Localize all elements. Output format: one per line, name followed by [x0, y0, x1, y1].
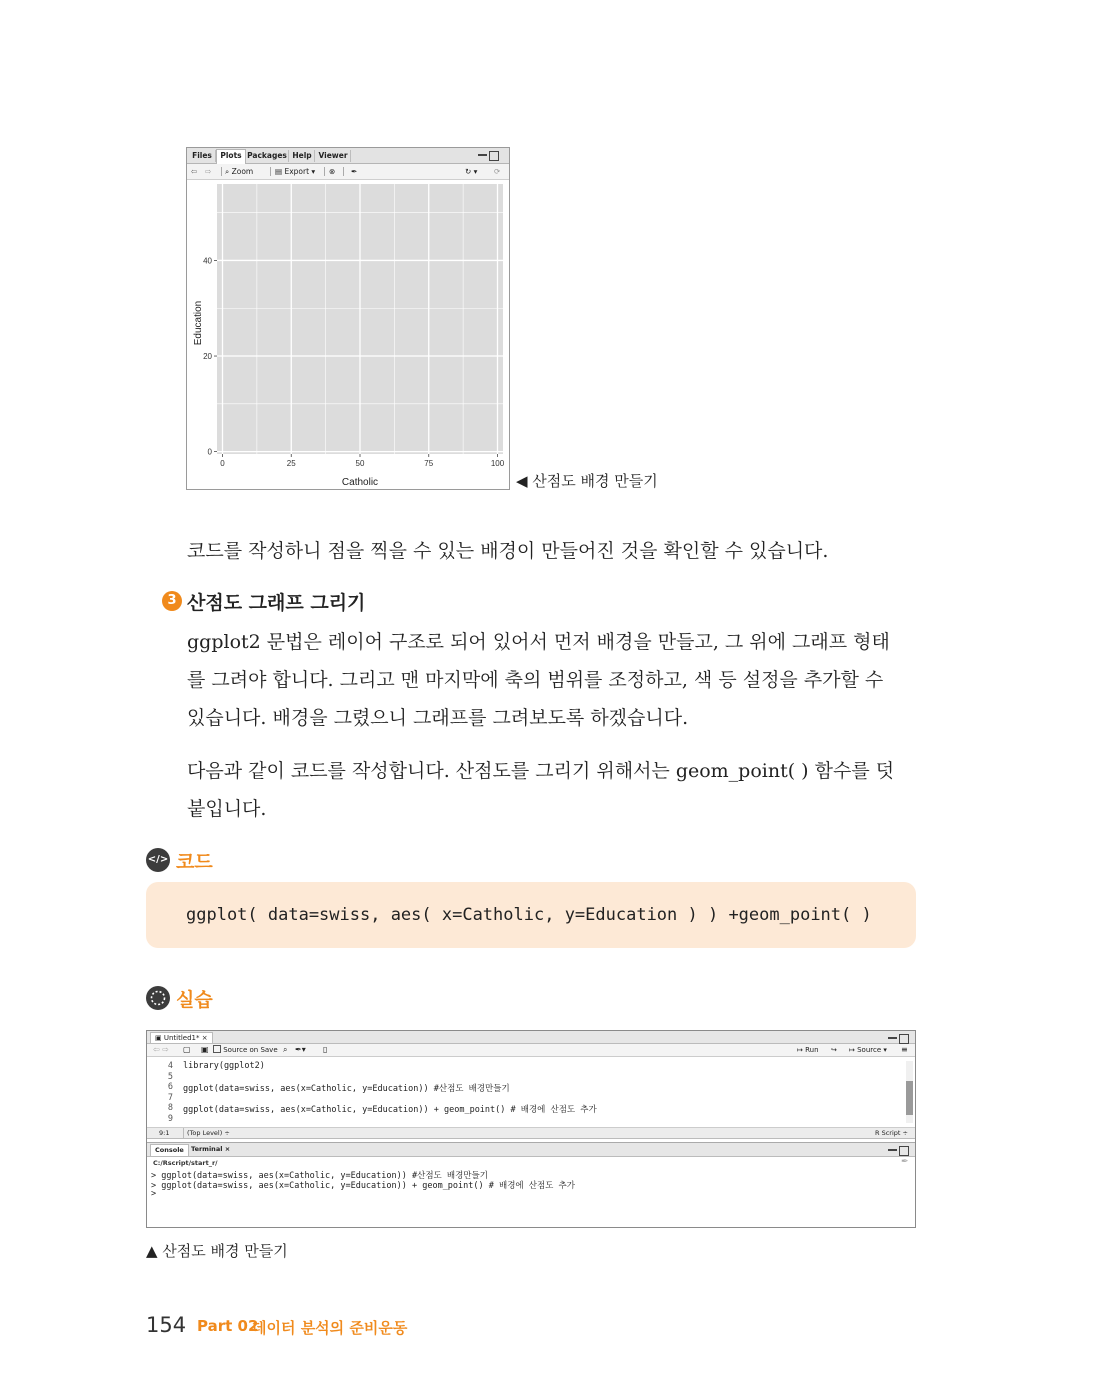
- tab-terminal[interactable]: Terminal ×: [191, 1145, 231, 1153]
- code-block: [146, 882, 916, 948]
- line-number: 5: [167, 1071, 173, 1082]
- chapter-title: 데이터 분석의 준비운동: [252, 1319, 408, 1337]
- search-icon[interactable]: ⌕: [283, 1045, 288, 1054]
- y-tick-label: 40: [203, 256, 212, 266]
- editor-tab-label: Untitled1* ×: [163, 1034, 208, 1042]
- plot-panel: [217, 184, 503, 454]
- practice-icon: [146, 986, 170, 1010]
- export-label: Export ▾: [284, 167, 316, 176]
- tab-viewer[interactable]: Viewer: [316, 150, 351, 162]
- figure1-caption: ◀ 산점도 배경 만들기: [516, 472, 658, 490]
- tab-help[interactable]: Help: [290, 150, 315, 162]
- file-type-selector[interactable]: R Script ÷: [875, 1129, 908, 1137]
- console-line: > ggplot(data=swiss, aes(x=Catholic, y=Education)) #산점도 배경만들기: [151, 1171, 488, 1181]
- paragraph-2-line-2: 를 그려야 합니다. 그리고 맨 마지막에 축의 범위를 조정하고, 색 등 설정을 추가할 수: [187, 669, 884, 691]
- paragraph-2-line-3: 있습니다. 배경을 그렸으니 그래프를 그려보도록 하겠습니다.: [187, 707, 689, 729]
- run-label: Run: [805, 1046, 819, 1054]
- x-tick-label: 25: [286, 459, 296, 468]
- save-icon[interactable]: ▣: [201, 1045, 209, 1054]
- run-arrow-icon: ↦: [797, 1046, 803, 1054]
- code-icon: </>: [146, 848, 170, 872]
- show-in-window-icon[interactable]: ▢: [183, 1045, 191, 1054]
- tab-files[interactable]: Files: [189, 150, 216, 162]
- maximize-icon[interactable]: [489, 151, 499, 161]
- clear-console-icon[interactable]: ✒: [901, 1157, 909, 1167]
- x-tick-label: 100: [490, 459, 505, 468]
- figure2-caption: ▲ 산점도 배경 만들기: [146, 1242, 288, 1260]
- rstudio-window: [146, 1030, 916, 1228]
- x-tick-label: 50: [355, 459, 365, 468]
- minimize-icon[interactable]: [888, 1034, 897, 1039]
- editor-tab-bar: [147, 1031, 915, 1044]
- scatter-plot-chart: [187, 180, 509, 489]
- line-number: 7: [167, 1092, 173, 1103]
- editor-scroll-thumb[interactable]: [906, 1081, 913, 1115]
- y-tick-label: 20: [203, 352, 212, 362]
- code-tools-icon[interactable]: ✒▾: [295, 1045, 306, 1054]
- source-on-save-checkbox[interactable]: [213, 1044, 278, 1056]
- y-axis-label: Education: [193, 300, 204, 346]
- maximize-icon[interactable]: [899, 1034, 909, 1044]
- maximize-icon[interactable]: [899, 1146, 909, 1156]
- source-button[interactable]: [849, 1044, 887, 1056]
- x-axis-ticks: [220, 454, 504, 468]
- source-on-save-label: Source on Save: [223, 1046, 278, 1054]
- console-window-controls[interactable]: [888, 1146, 909, 1156]
- publish-icon[interactable]: ↻ ▾: [465, 167, 478, 176]
- zoom-label: Zoom: [231, 167, 254, 176]
- plots-tab-bar: [187, 148, 509, 164]
- remove-plot-icon[interactable]: ⊗: [329, 167, 336, 176]
- section-number-badge: 3: [162, 591, 182, 611]
- cursor-position: 9:1: [159, 1129, 170, 1137]
- x-tick-label: 0: [220, 459, 225, 468]
- code-label: 코드: [176, 851, 213, 873]
- page-number: 154: [146, 1313, 187, 1337]
- editor-code-line[interactable]: library(ggplot2): [183, 1061, 265, 1071]
- plots-pane: [186, 147, 510, 490]
- zoom-button[interactable]: [225, 165, 253, 178]
- paragraph-1: 코드를 작성하니 점을 찍을 수 있는 배경이 만들어진 것을 확인할 수 있습니다.: [187, 540, 829, 562]
- editor-code-line[interactable]: ggplot(data=swiss, aes(x=Catholic, y=Education)) #산점도 배경만들기: [183, 1084, 510, 1094]
- line-number: 8: [167, 1103, 173, 1113]
- tab-packages[interactable]: Packages: [246, 150, 289, 162]
- back-arrow-icon[interactable]: ⇦: [191, 167, 198, 176]
- export-button[interactable]: [275, 165, 315, 178]
- editor-toolbar: [147, 1044, 915, 1057]
- tab-plots[interactable]: Plots: [216, 149, 246, 164]
- console-body[interactable]: [147, 1157, 915, 1227]
- line-number: 4: [167, 1061, 173, 1071]
- broom-icon[interactable]: ✒: [351, 167, 358, 176]
- paragraph-2-line-1: ggplot2 문법은 레이어 구조로 되어 있어서 먼저 배경을 만들고, 그 위에 그래프 형태: [187, 631, 890, 653]
- export-icon: ▤: [275, 167, 283, 176]
- tab-console[interactable]: Console: [150, 1144, 189, 1156]
- practice-label: 실습: [176, 989, 213, 1011]
- editor-tab-untitled[interactable]: [150, 1032, 213, 1043]
- paragraph-3-line-2: 붙입니다.: [187, 798, 267, 820]
- editor-code-line[interactable]: ggplot(data=swiss, aes(x=Catholic, y=Education)) + geom_point() # 배경에 산점도 추가: [183, 1105, 597, 1115]
- scope-selector[interactable]: (Top Level) ÷: [187, 1129, 230, 1137]
- x-axis-label: Catholic: [341, 477, 379, 488]
- part-label: Part 02: [197, 1317, 259, 1335]
- console-tab-bar: [147, 1142, 915, 1157]
- y-tick-label: 0: [207, 447, 212, 457]
- nav-arrows-icon[interactable]: ⇦ ⇨: [153, 1045, 169, 1054]
- editor-body[interactable]: [147, 1057, 915, 1127]
- plots-toolbar: [187, 164, 509, 180]
- console-line: >: [151, 1189, 162, 1199]
- run-button[interactable]: [797, 1044, 819, 1056]
- source-arrow-icon: ↦: [849, 1046, 855, 1054]
- compile-report-icon[interactable]: ▯: [323, 1045, 328, 1054]
- editor-status-bar: [147, 1127, 915, 1139]
- console-line: > ggplot(data=swiss, aes(x=Catholic, y=Education)) + geom_point() # 배경에 산점도 추가: [151, 1181, 575, 1191]
- minimize-icon[interactable]: [478, 151, 487, 156]
- rerun-icon[interactable]: ↪: [831, 1046, 837, 1054]
- editor-window-controls[interactable]: [888, 1034, 909, 1044]
- paragraph-3-line-1: 다음과 같이 코드를 작성합니다. 산점도를 그리기 위해서는 geom_point( ) 함수를 덧: [187, 760, 895, 782]
- r-file-icon: ▣: [155, 1034, 162, 1042]
- magnifier-icon: ⌕: [225, 167, 230, 176]
- x-tick-label: 75: [424, 459, 434, 468]
- line-number: 6: [167, 1082, 173, 1092]
- editor-scrollbar[interactable]: [906, 1061, 913, 1123]
- outline-icon[interactable]: ≡: [901, 1045, 908, 1054]
- forward-arrow-icon[interactable]: ⇨: [205, 167, 212, 176]
- minimize-icon[interactable]: [888, 1146, 897, 1151]
- line-number: 9: [167, 1113, 173, 1124]
- y-axis-ticks: [203, 256, 217, 456]
- section-title: 산점도 그래프 그리기: [187, 592, 366, 614]
- console-path: C:/Rscript/start_r/: [153, 1159, 218, 1167]
- source-label: Source ▾: [857, 1046, 887, 1054]
- checkbox-icon: [213, 1045, 221, 1053]
- code-line: ggplot( data=swiss, aes( x=Catholic, y=Education ) ) +geom_point( ): [186, 905, 872, 925]
- refresh-icon[interactable]: ⟳: [494, 167, 501, 176]
